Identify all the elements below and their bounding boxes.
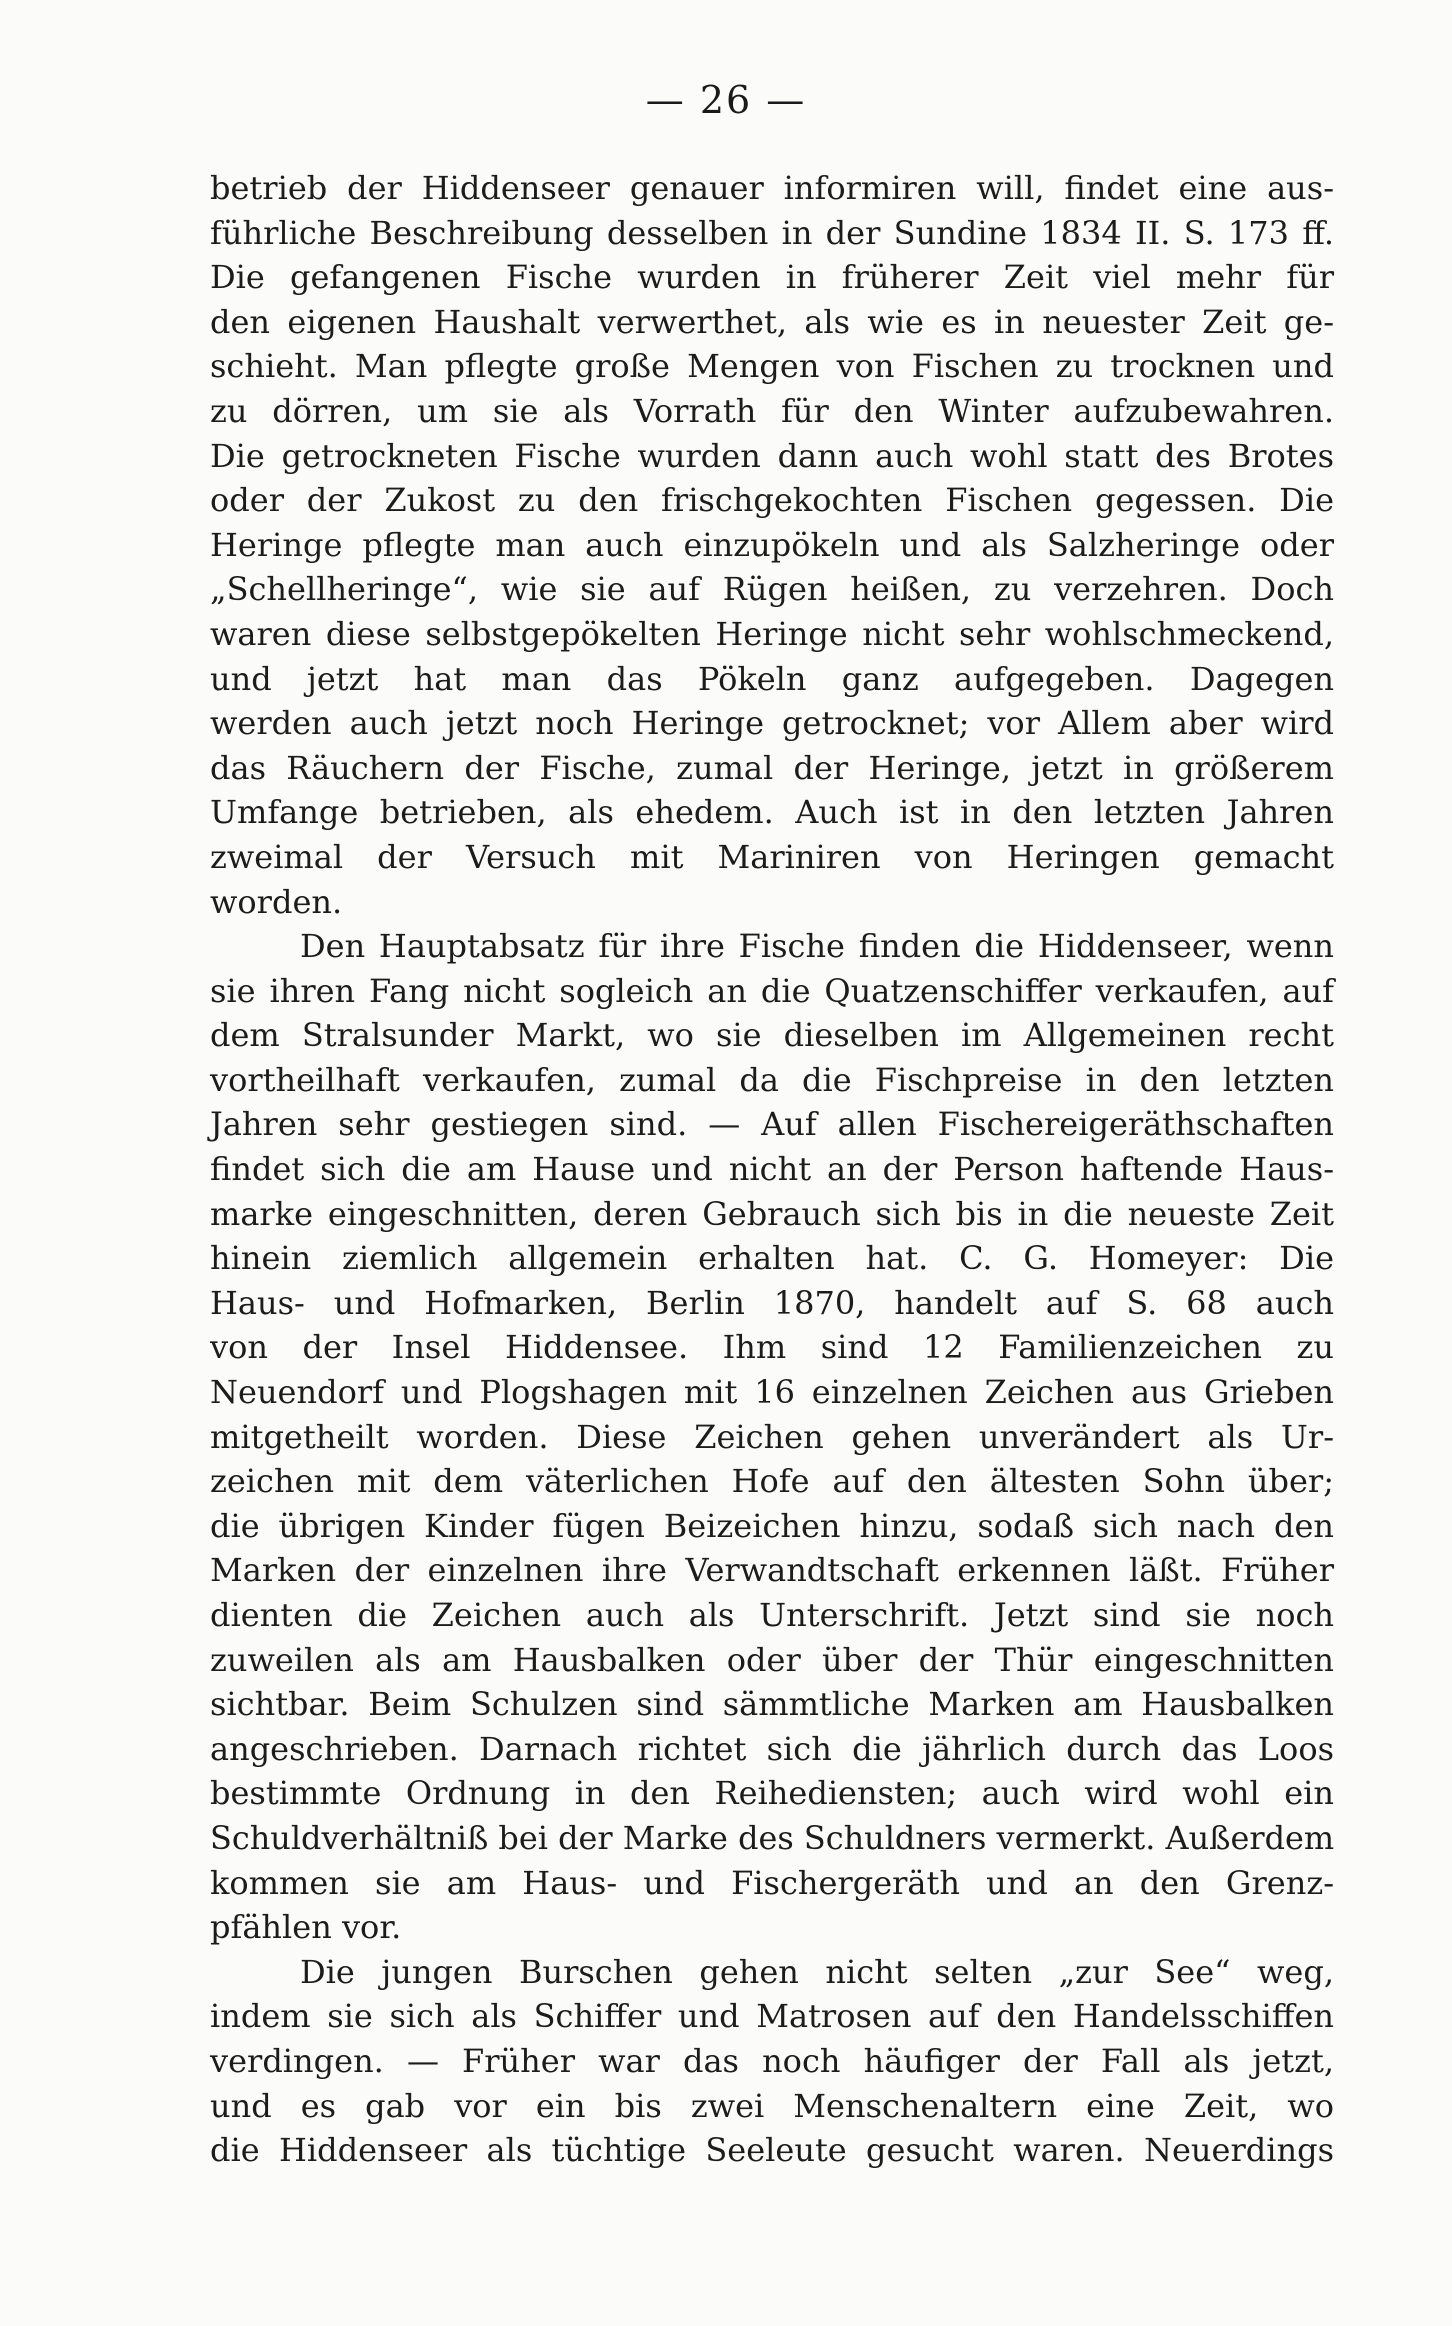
text-line: betrieb der Hiddenseer genauer informiren will, findet eine aus- — [210, 169, 1334, 207]
body-text — [210, 166, 1334, 2173]
text-line: pfählen vor. — [210, 1908, 402, 1947]
text-line: sichtbar. Beim Schulzen sind sämmtliche Marken am Hausbalken — [210, 1685, 1334, 1724]
text-line: führliche Beschreibung desselben in der Sundine 1834 II. S. 173 ff. — [210, 213, 1334, 252]
text-line: die übrigen Kinder fügen Beizeichen hinzu, sodaß sich nach den — [210, 1506, 1334, 1545]
text-line: und es gab vor ein bis zwei Menschenaltern eine Zeit, wo — [210, 2086, 1334, 2125]
text-line: worden. — [210, 882, 343, 921]
text-line: zweimal der Versuch mit Mariniren von Heringen gemacht — [210, 837, 1334, 876]
text-line: Haus- und Hofmarken, Berlin 1870, handelt auf S. 68 auch — [210, 1283, 1334, 1322]
text-line: zu dörren, um sie als Vorrath für den Winter aufzubewahren. — [210, 391, 1334, 430]
text-line: vortheilhaft verkaufen, zumal da die Fischpreise in den letzten — [210, 1060, 1334, 1099]
text-line: Den Hauptabsatz für ihre Fische finden die Hiddenseer, wenn — [300, 927, 1334, 966]
text-line: Marken der einzelnen ihre Verwandtschaft erkennen läßt. Früher — [210, 1551, 1334, 1590]
text-line: das Räuchern der Fische, zumal der Heringe, jetzt in größerem — [210, 748, 1334, 787]
text-line: Umfange betrieben, als ehedem. Auch ist in den letzten Jahren — [210, 793, 1334, 832]
text-line: Neuendorf und Plogshagen mit 16 einzelnen Zeichen aus Grieben — [210, 1373, 1334, 1412]
text-line: mitgetheilt worden. Diese Zeichen gehen unverändert als Ur- — [210, 1417, 1334, 1456]
text-line: „Schellheringe“, wie sie auf Rügen heißen, zu verzehren. Doch — [210, 570, 1334, 609]
text-line: oder der Zukost zu den frischgekochten Fischen gegessen. Die — [210, 481, 1334, 520]
paragraph — [210, 1950, 1334, 2173]
text-line: angeschrieben. Darnach richtet sich die jährlich durch das Loos — [210, 1729, 1334, 1768]
text-line: den eigenen Haushalt verwerthet, als wie es in neuester Zeit ge- — [210, 302, 1334, 341]
text-line: indem sie sich als Schiffer und Matrosen auf den Handelsschiffen — [210, 1997, 1334, 2036]
text-line: zuweilen als am Hausbalken oder über der Thür eingeschnitten — [210, 1640, 1334, 1679]
text-line: Heringe pflegte man auch einzupökeln und als Salzheringe oder — [210, 525, 1334, 564]
page-number: — 26 — — [645, 78, 807, 122]
text-line: die Hiddenseer als tüchtige Seeleute gesucht waren. Neuerdings — [210, 2131, 1334, 2170]
text-line: waren diese selbstgepökelten Heringe nicht sehr wohlschmeckend, — [210, 614, 1334, 653]
text-line: findet sich die am Hause und nicht an der Person haftende Haus- — [210, 1150, 1334, 1189]
text-line: hinein ziemlich allgemein erhalten hat. C. G. Homeyer: Die — [210, 1239, 1334, 1278]
text-line: schieht. Man pflegte große Mengen von Fischen zu trocknen und — [210, 347, 1334, 386]
text-line: verdingen. — Früher war das noch häufiger der Fall als jetzt, — [210, 2041, 1334, 2080]
text-line: marke eingeschnitten, deren Gebrauch sich bis in die neueste Zeit — [210, 1194, 1334, 1233]
text-line: werden auch jetzt noch Heringe getrocknet; vor Allem aber wird — [210, 704, 1334, 743]
text-line: Jahren sehr gestiegen sind. — Auf allen Fischereigeräthschaften — [210, 1105, 1334, 1144]
text-line: und jetzt hat man das Pökeln ganz aufgegeben. Dagegen — [210, 659, 1334, 698]
text-line: kommen sie am Haus- und Fischergeräth und an den Grenz- — [210, 1863, 1334, 1902]
paragraph — [210, 166, 1334, 924]
text-line: Die getrockneten Fische wurden dann auch wohl statt des Brotes — [210, 436, 1334, 475]
text-line: von der Insel Hiddensee. Ihm sind 12 Familienzeichen zu — [210, 1328, 1334, 1367]
text-line: bestimmte Ordnung in den Reihediensten; auch wird wohl ein — [210, 1774, 1334, 1813]
text-line: zeichen mit dem väterlichen Hofe auf den ältesten Sohn über; — [210, 1462, 1334, 1501]
text-line: sie ihren Fang nicht sogleich an die Quatzenschiffer verkaufen, auf — [210, 971, 1334, 1010]
text-line: Die jungen Burschen gehen nicht selten „zur See“ weg, — [300, 1952, 1334, 1991]
text-line: Die gefangenen Fische wurden in früherer Zeit viel mehr für — [210, 258, 1334, 297]
text-line: dienten die Zeichen auch als Unterschrift. Jetzt sind sie noch — [210, 1596, 1334, 1634]
text-line: Schuldverhältniß bei der Marke des Schuldners vermerkt. Außerdem — [210, 1818, 1335, 1857]
text-line: dem Stralsunder Markt, wo sie dieselben im Allgemeinen recht — [210, 1016, 1334, 1055]
paragraph — [210, 924, 1334, 1950]
